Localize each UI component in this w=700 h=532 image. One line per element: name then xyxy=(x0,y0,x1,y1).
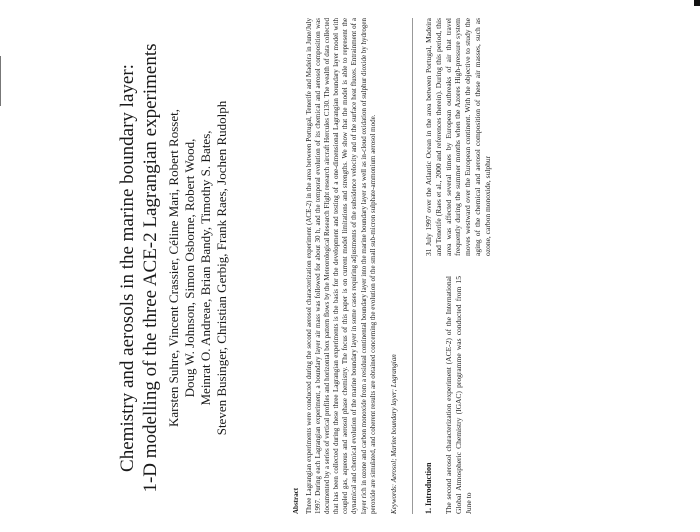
section-heading-introduction: 1. Introduction xyxy=(424,462,433,514)
section-divider xyxy=(412,18,413,514)
paper-title xyxy=(116,18,162,518)
author-list xyxy=(166,18,230,518)
authors-line-1: Karsten Suhre, Vincent Crassier, Céline Mari, Robert Rosset, xyxy=(166,109,181,427)
keywords xyxy=(390,18,398,514)
keywords-text: Keywords: Aerosol; Marine boundary layer; Lagrangian xyxy=(390,354,398,514)
intro-column-left: The second aerosol characterization experiment (ACE-2) of the International Global Atmospheric Chemistry (IGAC) programme was conducted from 15 June to xyxy=(444,276,473,514)
authors-line-2: Doug W. Johnson, Simon Osborne, Robert Wood, xyxy=(182,138,197,398)
title-line-1: Chemistry and aerosols in the marine boundary layer: xyxy=(117,64,138,472)
intro-column-right: 31 July 1997 over the Atlantic Ocean in the area between Portugal, Madeira and Tenerife (Raes et al., 2000 and references therein). During this period, this area was affected several times by European outbreaks of air that travel frequently during the summer months when the Azores High-pressure system moves westward over the European continent. With the objective to study the aging of the chemical and aerosol composition of these air masses, such as ozone, carbon monoxide, sulphur xyxy=(424,18,492,256)
title-line-2: 1-D modelling of the three ACE-2 Lagrangian experiments xyxy=(140,43,161,493)
abstract-heading: Abstract xyxy=(292,487,300,514)
authors-line-3: Meinrat O. Andreae, Brian Bandy, Timothy S. Bates, xyxy=(198,130,213,406)
abstract-text: Three Lagrangian experiments were conducted during the second aerosol characterization experiment (ACE-2) in the area between Portugal, Tenerife and Madeira in June/July 1997. During each Lagrangian experiment, a boundary layer air mass was followed for about 30 h, and the temporal evolution of its chemical and aerosol composition was documented by a series of vertical profiles and horizontal box pattern flows by the Meteorological Research Flight research aircraft Hercules C130. The wealth of data collected that has been collected during these three Lagrangian experiments is the basis for the development and testing of a one-dimensional Lagrangian boundary layer model with coupled gas, aqueous and aerosol phase chemistry. The focus of this paper is on current model limitations and strengths. We show that the model is able to represent the dynamical and chemical evolution of the marine boundary layer in some cases requiring adjustments of the subsidence velocity and of the surface heat fluxes. Entrainment of a layer rich in ozone and carbon monoxide from a residual continental boundary layer into the marine boundary layer as well as in-cloud oxidation of sulphur dioxide by hydrogen peroxide are simulated, and coherent results are obtained concerning the evolution of the small sub-micron sulphate-ammonium aerosol mode. xyxy=(305,18,377,514)
authors-line-4: Steven Businger, Christian Gerbig, Frank Raes, Jochen Rudolph xyxy=(214,100,229,436)
